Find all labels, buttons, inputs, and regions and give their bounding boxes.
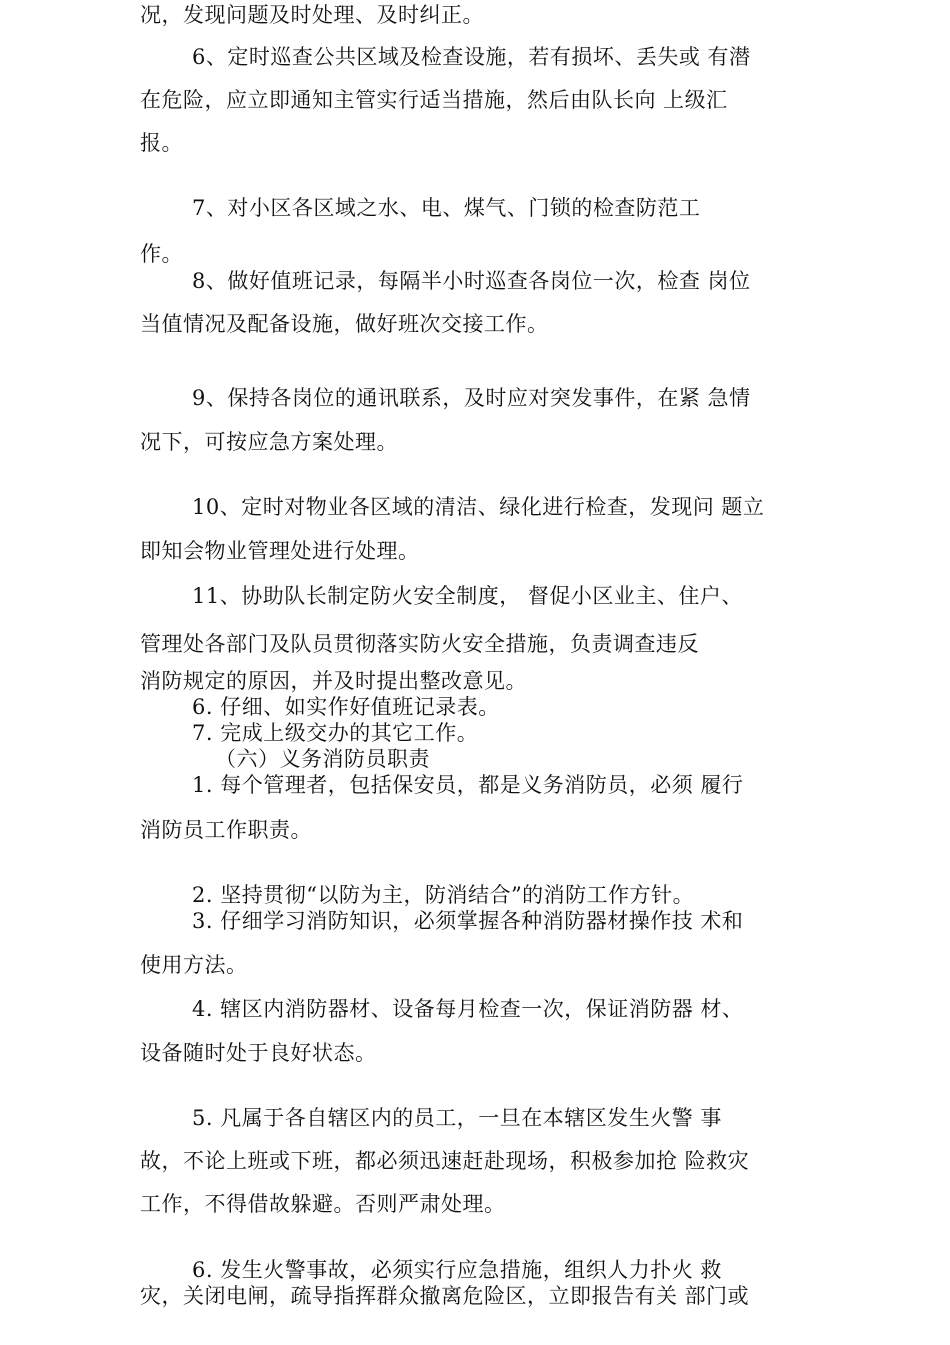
text-line: 6. 仔细、如实作好值班记录表。 [192,695,500,719]
text-line: 况下，可按应急方案处理。 [140,430,398,454]
text-line: 7、对小区各区域之水、电、煤气、门锁的检查防范工 [192,196,701,220]
text-line: 工作，不得借故躲避。否则严肃处理。 [140,1192,506,1216]
text-line: 1. 每个管理者，包括保安员，都是义务消防员，必须 履行 [192,773,744,797]
text-line: 5. 凡属于各自辖区内的员工，一旦在本辖区发生火警 事 [192,1106,722,1130]
text-line: 在危险，应立即通知主管实行适当措施，然后由队长向 上级汇 [140,88,728,112]
text-line: 当值情况及配备设施，做好班次交接工作。 [140,312,549,336]
text-line: 消防员工作职责。 [140,818,312,842]
text-line: 6、定时巡查公共区域及检查设施，若有损坏、丢失或 有潜 [192,45,751,69]
text-line: 4. 辖区内消防器材、设备每月检查一次，保证消防器 材、 [192,997,744,1021]
text-line: 7. 完成上级交办的其它工作。 [192,721,479,745]
text-line: 8、做好值班记录，每隔半小时巡查各岗位一次，检查 岗位 [192,269,751,293]
text-line: 灾，关闭电闸，疏导指挥群众撤离危险区，立即报告有关 部门或 [140,1284,750,1308]
text-line: 10、定时对物业各区域的清洁、绿化进行检查，发现问 题立 [192,495,765,519]
text-line: 3. 仔细学习消防知识，必须掌握各种消防器材操作技 术和 [192,909,744,933]
text-line: 11、协助队长制定防火安全制度， 督促小区业主、住户、 [192,584,743,608]
text-line: 报。 [140,131,183,155]
text-line: 管理处各部门及队员贯彻落实防火安全措施，负责调查违反 [140,632,699,656]
text-line: 2. 坚持贯彻“以防为主，防消结合”的消防工作方针。 [192,883,695,907]
text-line: 9、保持各岗位的通讯联系，及时应对突发事件，在紧 急情 [192,386,751,410]
text-line: 故，不论上班或下班，都必须迅速赶赴现场，积极参加抢 险救灾 [140,1149,750,1173]
text-line: 消防规定的原因，并及时提出整改意见。 [140,669,527,693]
text-line: 作。 [140,242,183,266]
text-line: 即知会物业管理处进行处理。 [140,539,420,563]
text-line: 使用方法。 [140,953,248,977]
section-heading: （六）义务消防员职责 [215,747,430,771]
text-line: 况，发现问题及时处理、及时纠正。 [140,3,484,27]
text-line: 6. 发生火警事故，必须实行应急措施，组织人力扑火 救 [192,1258,722,1282]
text-line: 设备随时处于良好状态。 [140,1041,377,1065]
